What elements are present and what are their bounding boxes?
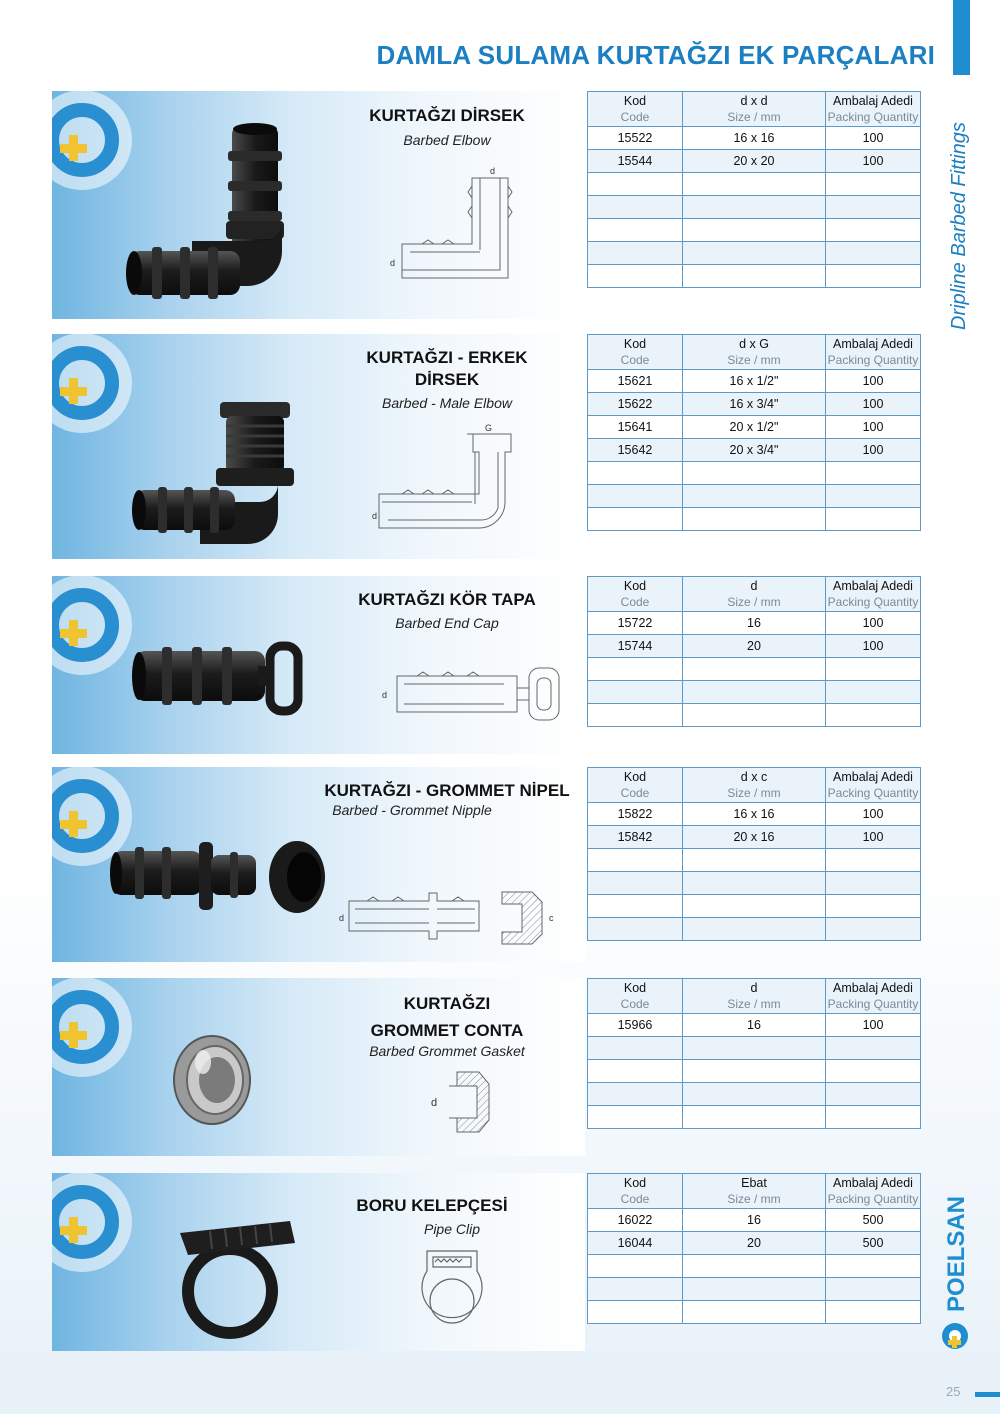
table-row-empty [588, 265, 921, 288]
spec-table-barbed-grommet-gasket [587, 978, 921, 1129]
table-row: 15522 16 x 16 100 [588, 127, 921, 150]
product-subtitle: Barbed Elbow [403, 132, 491, 148]
product-title: BORU KELEPÇESİ [356, 1196, 508, 1215]
header-pack: Ambalaj Adedi Packing Quantity [826, 1174, 921, 1209]
product-subtitle: Barbed - Male Elbow [382, 395, 512, 411]
product-subtitle: Barbed Grommet Gasket [369, 1043, 525, 1059]
header-size: d Size / mm [683, 577, 826, 612]
pipe-clip-drawing [417, 1241, 487, 1346]
side-caption: Dripline Barbed Fittings [948, 122, 970, 330]
table-row: 15544 20 x 20 100 [588, 150, 921, 173]
barbed-elbow-drawing [382, 166, 542, 291]
footer-accent-bar [975, 1392, 1000, 1397]
header-size: d x G Size / mm [683, 335, 826, 370]
table-row-empty [588, 462, 921, 485]
product-title [302, 990, 585, 1044]
poelsan-logo [940, 1160, 970, 1355]
table-row-empty [588, 849, 921, 872]
product-title-line2: GROMMET CONTA [370, 1021, 524, 1040]
brand-watermark-icon [52, 978, 137, 1082]
pipe-clip-photo [170, 1213, 305, 1343]
brand-name: POELSAN [943, 1195, 970, 1312]
dim-label: d [490, 166, 496, 176]
page-number: 25 [946, 1384, 961, 1399]
dim-label: d [339, 913, 345, 923]
spec-table-barbed-end-cap [587, 576, 921, 727]
spec-table-barbed-male-elbow [587, 334, 921, 531]
header-kod: Kod Code [588, 577, 683, 612]
table-row: 16022 16 500 [588, 1209, 921, 1232]
section-barbed-elbow [52, 91, 585, 319]
table-row: 15622 16 x 3/4" 100 [588, 393, 921, 416]
table-row-empty [588, 1255, 921, 1278]
table-row-empty [588, 1037, 921, 1060]
brand-watermark-icon [52, 334, 137, 438]
table-row: 15744 20 100 [588, 635, 921, 658]
barbed-end-cap-drawing [382, 666, 582, 726]
table-row-empty [588, 1083, 921, 1106]
product-title-line2: DİRSEK [414, 370, 480, 389]
header-kod: Kod Code [588, 335, 683, 370]
header-kod: Kod Code [588, 1174, 683, 1209]
header-pack: Ambalaj Adedi Packing Quantity [826, 979, 921, 1014]
table-row-empty [588, 485, 921, 508]
spec-table-barbed-elbow [587, 91, 921, 288]
product-title [302, 347, 585, 391]
section-pipe-clip [52, 1173, 585, 1351]
table-row: 15641 20 x 1/2" 100 [588, 416, 921, 439]
page-title: DAMLA SULAMA KURTAĞZI EK PARÇALARI [376, 40, 935, 70]
product-title-line1: KURTAĞZI - ERKEK [366, 348, 528, 367]
header-pack: Ambalaj Adedi Packing Quantity [826, 577, 921, 612]
spec-table-barbed-grommet-nipple [587, 767, 921, 941]
dim-label: G [485, 424, 493, 433]
header-kod: Kod Code [588, 979, 683, 1014]
header-size: d Size / mm [683, 979, 826, 1014]
table-row-empty [588, 173, 921, 196]
table-row: 15642 20 x 3/4" 100 [588, 439, 921, 462]
table-row-empty [588, 508, 921, 531]
grommet-gasket-photo [167, 1030, 257, 1130]
table-row-empty [588, 1278, 921, 1301]
header-size: d x c Size / mm [683, 768, 826, 803]
product-title-line1: KURTAĞZI [403, 994, 491, 1013]
brand-watermark-icon [52, 576, 137, 680]
dim-label: d [390, 258, 396, 268]
spec-table-pipe-clip [587, 1173, 921, 1324]
header-size: d x d Size / mm [683, 92, 826, 127]
section-barbed-end-cap [52, 576, 585, 754]
barbed-male-elbow-photo [130, 392, 305, 552]
table-row: 15621 16 x 1/2" 100 [588, 370, 921, 393]
barbed-grommet-nipple-drawing [337, 887, 562, 952]
table-row-empty [588, 196, 921, 219]
table-row-empty [588, 872, 921, 895]
header-pack: Ambalaj Adedi Packing Quantity [826, 768, 921, 803]
product-title: KURTAĞZI KÖR TAPA [358, 590, 536, 609]
barbed-elbow-photo [122, 121, 292, 301]
brand-watermark-icon [52, 1173, 137, 1277]
table-row-empty [588, 1301, 921, 1324]
section-barbed-male-elbow [52, 334, 585, 559]
header-kod: Kod Code [588, 768, 683, 803]
table-row-empty [588, 704, 921, 727]
header-pack: Ambalaj Adedi Packing Quantity [826, 335, 921, 370]
section-barbed-grommet-gasket [52, 978, 585, 1156]
table-row: 15966 16 100 [588, 1014, 921, 1037]
table-row-empty [588, 1060, 921, 1083]
table-row-empty [588, 918, 921, 941]
barbed-grommet-nipple-photo [107, 837, 337, 922]
table-row: 15822 16 x 16 100 [588, 803, 921, 826]
header-kod: Kod Code [588, 92, 683, 127]
section-barbed-grommet-nipple [52, 767, 585, 962]
table-row: 16044 20 500 [588, 1232, 921, 1255]
product-subtitle: Barbed - Grommet Nipple [332, 802, 492, 818]
table-row: 15722 16 100 [588, 612, 921, 635]
table-row-empty [588, 658, 921, 681]
grommet-gasket-drawing [427, 1068, 507, 1138]
barbed-end-cap-photo [130, 636, 310, 726]
table-row-empty [588, 219, 921, 242]
header-pack: Ambalaj Adedi Packing Quantity [826, 92, 921, 127]
table-row-empty [588, 1106, 921, 1129]
table-row: 15842 20 x 16 100 [588, 826, 921, 849]
dim-label: c [549, 913, 554, 923]
table-row-empty [588, 242, 921, 265]
table-row-empty [588, 895, 921, 918]
product-title: KURTAĞZI DİRSEK [369, 106, 525, 125]
top-accent-bar [953, 0, 970, 75]
product-title: KURTAĞZI - GROMMET NİPEL [324, 781, 570, 800]
dim-label: d [382, 690, 388, 700]
product-subtitle: Pipe Clip [423, 1221, 481, 1237]
barbed-male-elbow-drawing [372, 424, 537, 539]
dim-label: d [372, 511, 378, 521]
product-subtitle: Barbed End Cap [395, 615, 499, 631]
dim-label: d [431, 1097, 438, 1109]
table-row-empty [588, 681, 921, 704]
header-size: Ebat Size / mm [683, 1174, 826, 1209]
